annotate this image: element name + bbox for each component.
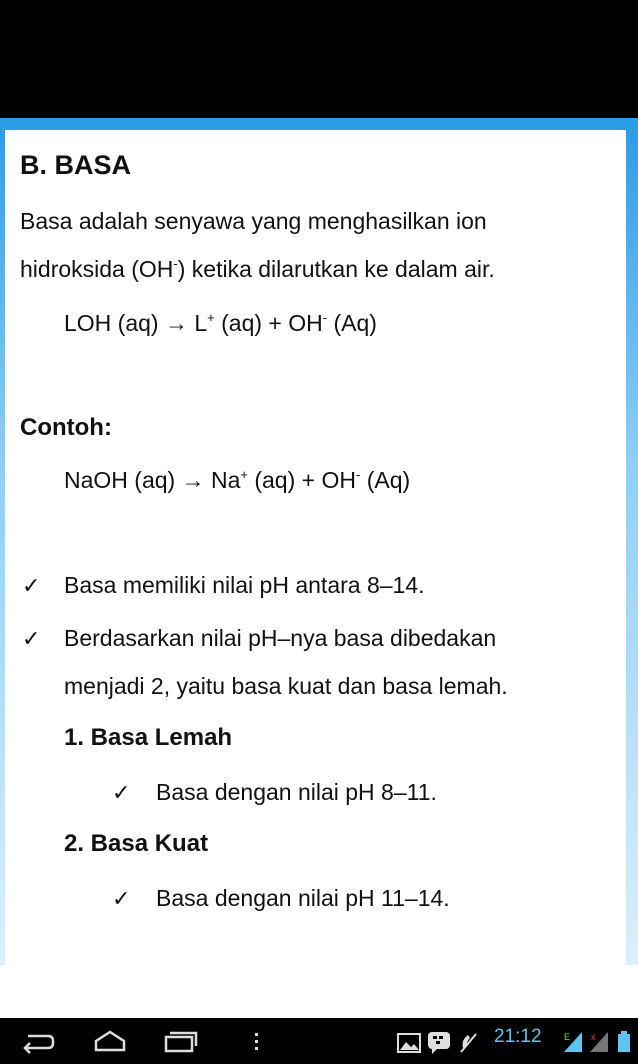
recent-apps-icon[interactable] — [160, 1026, 200, 1056]
check-icon: ✓ — [22, 573, 41, 598]
equation-1: LOH (aq) → L+ (aq) + OH- (Aq) — [64, 310, 377, 336]
check-icon: ✓ — [112, 780, 131, 805]
slide — [0, 118, 638, 998]
definition-line-1: Basa adalah senyawa yang menghasilkan ion — [20, 208, 487, 234]
check-icon: ✓ — [112, 886, 131, 911]
bullet-1: Basa memiliki nilai pH antara 8–14. — [64, 572, 425, 598]
check-icon: ✓ — [22, 626, 41, 651]
no-call-icon — [458, 1026, 480, 1056]
gallery-icon — [396, 1026, 422, 1056]
bullet-2-line-1: Berdasarkan nilai pH–nya basa dibedakan — [64, 625, 497, 651]
home-icon[interactable] — [90, 1026, 130, 1056]
slide-heading: B. BASA — [20, 150, 132, 180]
back-icon[interactable] — [18, 1026, 58, 1056]
item-2-bullet: Basa dengan nilai pH 11–14. — [156, 885, 450, 911]
bullet-2-line-2: menjadi 2, yaitu basa kuat dan basa lemah. — [64, 673, 508, 699]
system-navbar — [0, 1018, 638, 1064]
slide-bottom — [0, 965, 638, 1018]
signal-icon — [588, 1026, 610, 1056]
definition-line-2: hidroksida (OH-) ketika dilarutkan ke dalam air. — [20, 256, 495, 282]
top-black-bar — [0, 0, 638, 118]
clock: 21:12 — [494, 1026, 542, 1047]
battery-icon — [614, 1026, 634, 1056]
signal-e-icon — [562, 1026, 584, 1056]
item-1-bullet: Basa dengan nilai pH 8–11. — [156, 779, 437, 805]
bbm-icon — [426, 1026, 452, 1056]
svg-text:E: E — [564, 1032, 571, 1042]
menu-icon[interactable] — [250, 1026, 264, 1056]
item-2-title: 2. Basa Kuat — [64, 830, 209, 857]
example-label: Contoh: — [20, 414, 112, 441]
item-1-title: 1. Basa Lemah — [64, 724, 233, 751]
equation-2: NaOH (aq) → Na+ (aq) + OH- (Aq) — [64, 467, 411, 493]
svg-text:x: x — [591, 1032, 596, 1042]
